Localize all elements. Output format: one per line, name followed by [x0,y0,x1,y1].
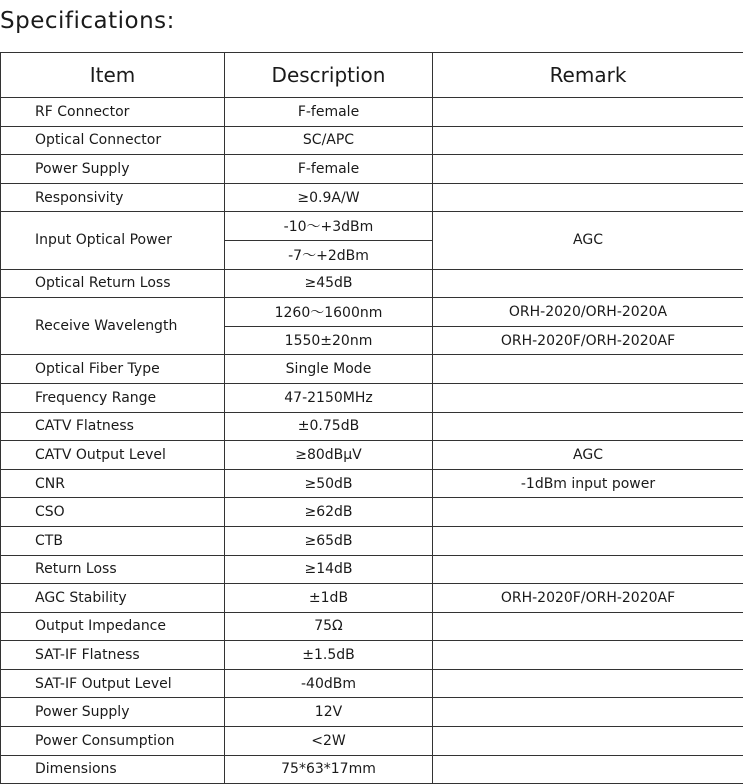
spec-item-label: SAT-IF Output Level [1,669,225,698]
table-row [1,526,743,555]
spec-remark [433,355,743,384]
column-header-remark: Remark [433,53,743,98]
spec-remark [433,383,743,412]
spec-description: ±0.75dB [225,412,433,441]
spec-description: ≥0.9A/W [225,183,433,212]
spec-item-label: Output Impedance [1,612,225,641]
spec-item-label: AGC Stability [1,584,225,613]
table-row [1,698,743,727]
table-row [1,155,743,184]
table-row [1,755,743,784]
spec-remark [433,269,743,298]
spec-description: -7～+2dBm [225,240,433,269]
spec-item-label: Power Supply [1,155,225,184]
spec-remark [433,555,743,584]
table-row [1,298,743,327]
spec-remark: AGC [433,212,743,269]
spec-remark [433,183,743,212]
spec-item-label: Return Loss [1,555,225,584]
spec-item-label: Power Consumption [1,727,225,756]
spec-item-label: Input Optical Power [1,212,225,269]
spec-description: Single Mode [225,355,433,384]
spec-description: SC/APC [225,126,433,155]
table-row [1,383,743,412]
spec-remark [433,755,743,784]
column-header-item: Item [1,53,225,98]
spec-remark [433,612,743,641]
spec-item-label: Optical Connector [1,126,225,155]
spec-item-label: CSO [1,498,225,527]
spec-remark: ORH-2020/ORH-2020A [433,298,743,327]
spec-description: ≥80dBµV [225,441,433,470]
spec-item-label: Responsivity [1,183,225,212]
spec-description: ≥65dB [225,526,433,555]
table-row [1,183,743,212]
spec-description: F-female [225,155,433,184]
spec-remark [433,727,743,756]
table-header-row [1,53,743,98]
spec-item-label: Frequency Range [1,383,225,412]
specifications-table [0,52,743,784]
spec-item-label: Optical Fiber Type [1,355,225,384]
spec-item-label: Optical Return Loss [1,269,225,298]
spec-remark [433,412,743,441]
column-header-description: Description [225,53,433,98]
spec-description: 47-2150MHz [225,383,433,412]
spec-remark [433,498,743,527]
spec-description: -10～+3dBm [225,212,433,241]
spec-description: ±1.5dB [225,641,433,670]
spec-description: -40dBm [225,669,433,698]
spec-description: ≥14dB [225,555,433,584]
table-row [1,355,743,384]
table-row [1,555,743,584]
table-row [1,126,743,155]
spec-description: 1550±20nm [225,326,433,355]
spec-description: <2W [225,727,433,756]
table-row [1,584,743,613]
spec-description: F-female [225,98,433,127]
table-row [1,469,743,498]
spec-description: 12V [225,698,433,727]
spec-remark: AGC [433,441,743,470]
spec-item-label: SAT-IF Flatness [1,641,225,670]
spec-remark [433,155,743,184]
table-row [1,498,743,527]
spec-item-label: Receive Wavelength [1,298,225,355]
spec-remark [433,641,743,670]
spec-description: 75*63*17mm [225,755,433,784]
table-row [1,727,743,756]
spec-description: ≥62dB [225,498,433,527]
spec-item-label: Dimensions [1,755,225,784]
page-title: Specifications: [0,8,175,34]
spec-remark: -1dBm input power [433,469,743,498]
spec-description: 75Ω [225,612,433,641]
spec-item-label: RF Connector [1,98,225,127]
spec-remark [433,98,743,127]
spec-remark [433,126,743,155]
spec-remark: ORH-2020F/ORH-2020AF [433,584,743,613]
spec-description: ≥45dB [225,269,433,298]
spec-description: ±1dB [225,584,433,613]
table-body [1,98,743,784]
table-row [1,612,743,641]
spec-item-label: CNR [1,469,225,498]
spec-remark [433,669,743,698]
spec-item-label: CATV Output Level [1,441,225,470]
table-row [1,641,743,670]
spec-description: ≥50dB [225,469,433,498]
spec-remark: ORH-2020F/ORH-2020AF [433,326,743,355]
spec-item-label: Power Supply [1,698,225,727]
table-row [1,441,743,470]
table-row [1,269,743,298]
table-row [1,98,743,127]
spec-description: 1260～1600nm [225,298,433,327]
spec-item-label: CATV Flatness [1,412,225,441]
spec-item-label: CTB [1,526,225,555]
spec-remark [433,698,743,727]
table-row [1,669,743,698]
spec-remark [433,526,743,555]
table-row [1,212,743,241]
table-row [1,412,743,441]
